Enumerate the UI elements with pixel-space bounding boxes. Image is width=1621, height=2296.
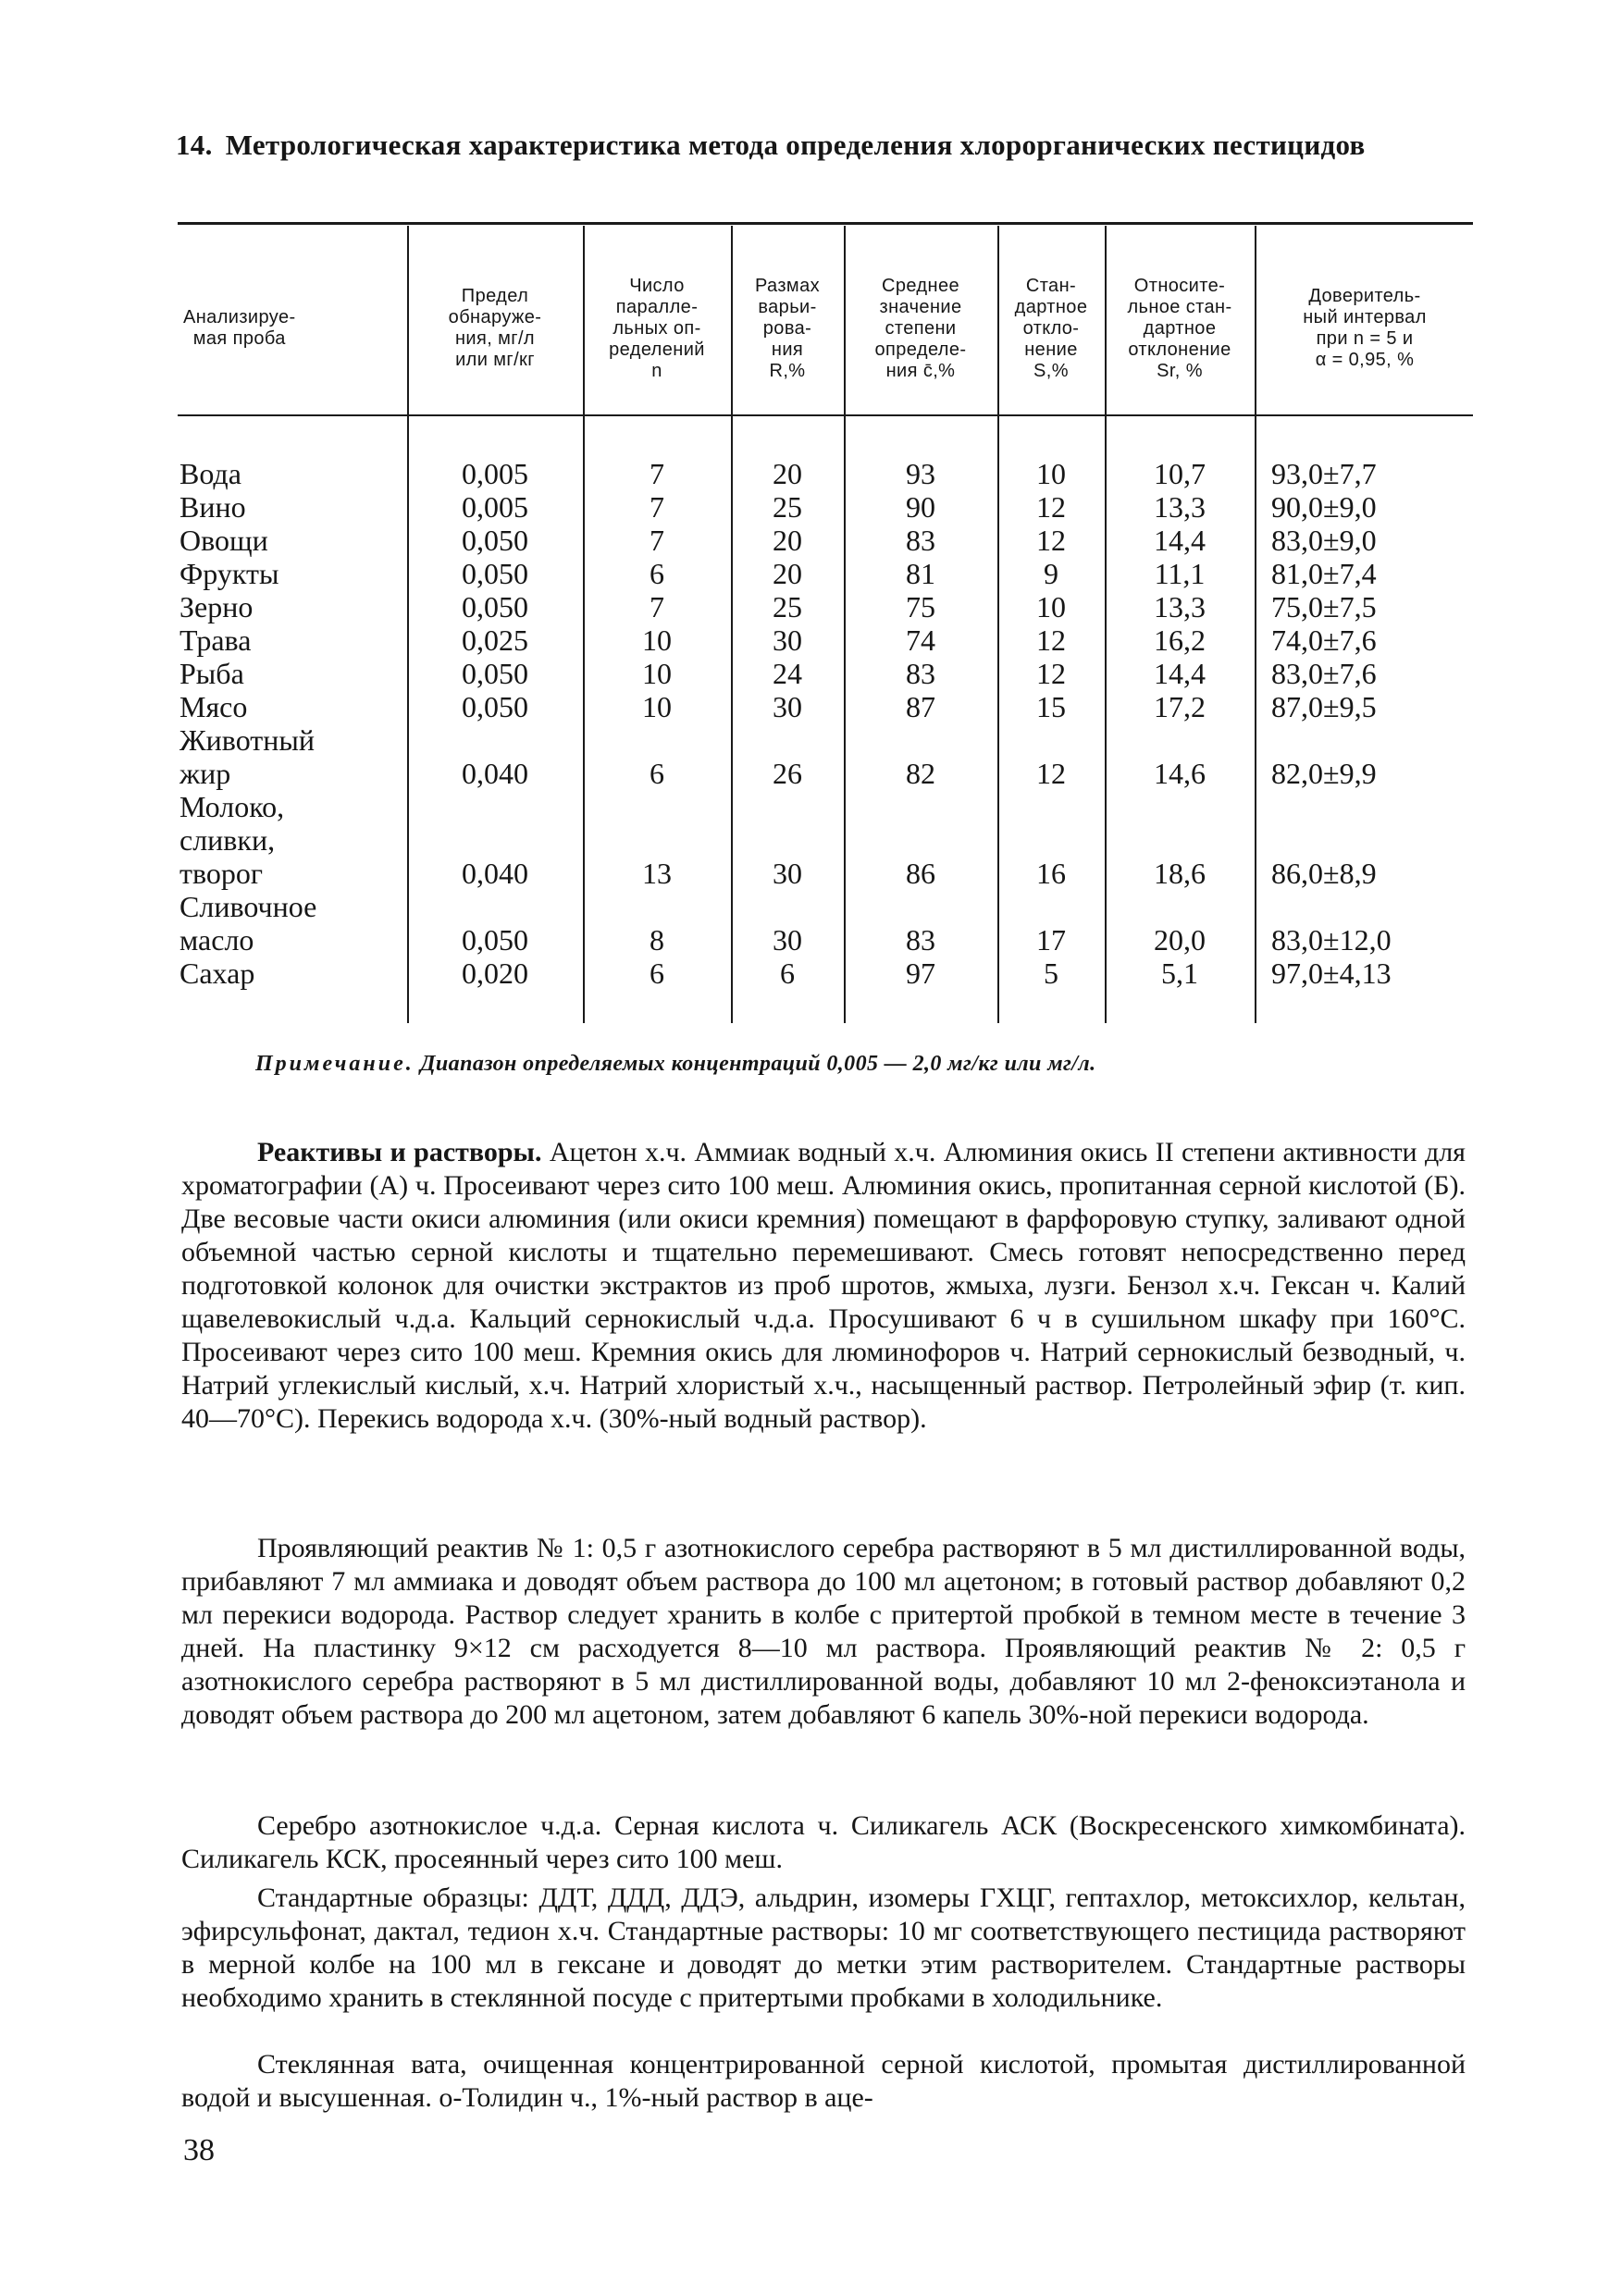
cell-mean: 83 [906, 524, 935, 557]
paragraph-developer [181, 1532, 1466, 1732]
cell-interval: 97,0±4,13 [1271, 957, 1392, 990]
paragraph-text: Стандартные образцы: ДДТ, ДДД, ДДЭ, альдрин, изомеры ГХЦГ, гептахлор, метоксихлор, кельтан, эфирсульфонат, дактал, тедион х.ч. Стандартные растворы: 10 мг соответствующего пестицида растворяют в мерной колбе на 100 мл в гексане и доводят до метки этим растворителем. Стандартные растворы необходимо хранить в стеклянной посуде с притертыми пробками в холодильнике. [181, 1882, 1466, 2013]
cell-n: 8 [650, 923, 664, 957]
cell-mean: 83 [906, 923, 935, 957]
cell-limit: 0,050 [462, 923, 528, 957]
cell-mean: 90 [906, 490, 935, 524]
cell-std: 10 [1036, 590, 1066, 623]
cell-rel-std: 20,0 [1154, 923, 1206, 957]
paragraph-text: Серебро азотнокислое ч.д.а. Серная кислота ч. Силикагель АСК (Воскресенского химкомбината). Силикагель КСК, просеянный через сито 100 меш. [181, 1810, 1466, 1874]
cell-range: 6 [780, 957, 795, 990]
cell-sample: Фрукты [179, 557, 279, 590]
table-header-rule [178, 414, 1473, 416]
header-parallel-count: Число паралле- льных оп- ределений n [609, 275, 705, 381]
cell-n: 7 [650, 457, 664, 490]
cell-rel-std: 13,3 [1154, 490, 1206, 524]
cell-rel-std: 13,3 [1154, 590, 1206, 623]
cell-mean: 81 [906, 557, 935, 590]
header-rel-std-deviation: Относите- льное стан- дартное отклонение Sr, % [1127, 275, 1232, 381]
paragraph-text: Ацетон х.ч. Аммиак водный х.ч. Алюминия окись II степени активности для хроматографии (А) ч. Просеивают через сито 100 меш. Алюминия окись, пропитанная серной кислотой (Б). Две весовые части окиси алюминия (или окиси кремния) помещают в фарфоровую ступку, заливают одной объемной частью серной кислоты и тщательно перемешивают. Смесь готовят непосредственно перед подготовкой колонок для очистки экстрактов из проб шротов, жмыха, лузги. Бензол х.ч. Гексан ч. Калий щавелевокислый ч.д.а. Кальций сернокислый ч.д.а. Просушивают 6 ч в сушильном шкафу при 160°С. Просеивают через сито 100 меш. Кремния окись для люминофоров ч. Натрий сернокислый безводный, ч. Натрий углекислый кислый, х.ч. Натрий хлористый х.ч., насыщенный раствор. Петролейный эфир (т. кип. 40—70°С). Перекись водорода х.ч. (30%-ный водный раствор). [181, 1137, 1466, 1434]
cell-range: 26 [773, 757, 802, 790]
cell-sample: Молоко, сливки, творог [179, 790, 285, 890]
paragraph-text: Проявляющий реактив № 1: 0,5 г азотнокислого серебра растворяют в 5 мл дистиллированной воды, прибавляют 7 мл аммиака и доводят объем раствора до 100 мл ацетоном; в готовый раствор добавляют 0,2 мл перекиси водорода. Раствор следует хранить в колбе с притертой пробкой в темном месте в течение 3 дней. На пластинку 9×12 см расходуется 8—10 мл раствора. Проявляющий реактив № 2: 0,5 г азотнокислого серебра растворяют в 5 мл дистиллированной воды, добавляют 10 мл 2-феноксиэтанола и доводят объем раствора до 200 мл ацетоном, затем добавляют 6 капель 30%-ной перекиси водорода. [181, 1533, 1466, 1730]
cell-std: 12 [1036, 757, 1066, 790]
cell-limit: 0,050 [462, 657, 528, 690]
cell-range: 25 [773, 490, 802, 524]
cell-std: 12 [1036, 657, 1066, 690]
cell-range: 30 [773, 857, 802, 890]
cell-range: 20 [773, 524, 802, 557]
cell-range: 30 [773, 623, 802, 657]
cell-rel-std: 10,7 [1154, 457, 1206, 490]
cell-limit: 0,020 [462, 957, 528, 990]
note-lead: Примечание. [255, 1052, 415, 1076]
cell-n: 6 [650, 957, 664, 990]
cell-rel-std: 5,1 [1161, 957, 1198, 990]
table-title: Метрологическая характеристика метода определения хлорорганических пестицидов [225, 129, 1366, 161]
cell-limit: 0,025 [462, 623, 528, 657]
cell-range: 20 [773, 557, 802, 590]
table-number: 14. [176, 129, 213, 161]
cell-std: 15 [1036, 690, 1066, 723]
cell-rel-std: 11,1 [1154, 557, 1206, 590]
cell-interval: 90,0±9,0 [1271, 490, 1377, 524]
cell-std: 17 [1036, 923, 1066, 957]
cell-sample: Овощи [179, 524, 268, 557]
header-detection-limit: Предел обнаруже- ния, мг/л или мг/кг [448, 286, 542, 370]
cell-rel-std: 17,2 [1154, 690, 1206, 723]
cell-n: 10 [642, 690, 672, 723]
cell-interval: 86,0±8,9 [1271, 857, 1377, 890]
cell-interval: 87,0±9,5 [1271, 690, 1377, 723]
cell-std: 12 [1036, 623, 1066, 657]
cell-interval: 82,0±9,9 [1271, 757, 1377, 790]
cell-n: 10 [642, 657, 672, 690]
cell-mean: 82 [906, 757, 935, 790]
cell-std: 12 [1036, 490, 1066, 524]
paragraph-silver [181, 1809, 1466, 1876]
cell-limit: 0,005 [462, 490, 528, 524]
cell-std: 5 [1044, 957, 1058, 990]
cell-interval: 83,0±7,6 [1271, 657, 1377, 690]
cell-sample: Сахар [179, 957, 255, 990]
cell-sample: Трава [179, 623, 252, 657]
cell-limit: 0,005 [462, 457, 528, 490]
cell-sample: Зерно [179, 590, 254, 623]
cell-limit: 0,050 [462, 590, 528, 623]
paragraph-text: Стеклянная вата, очищенная концентрированной серной кислотой, промытая дистиллированной водой и высушенная. о-Толидин ч., 1%-ный раствор в аце- [181, 2049, 1466, 2113]
cell-rel-std: 14,6 [1154, 757, 1206, 790]
cell-limit: 0,050 [462, 524, 528, 557]
page-number: 38 [183, 2133, 215, 2167]
paragraph-glasswool [181, 2048, 1466, 2115]
cell-rel-std: 18,6 [1154, 857, 1206, 890]
cell-std: 16 [1036, 857, 1066, 890]
cell-interval: 83,0±12,0 [1271, 923, 1392, 957]
cell-rel-std: 14,4 [1154, 657, 1206, 690]
cell-range: 20 [773, 457, 802, 490]
table-top-rule [178, 222, 1473, 225]
cell-sample: Вино [179, 490, 246, 524]
cell-n: 10 [642, 623, 672, 657]
cell-mean: 87 [906, 690, 935, 723]
header-confidence-interval: Доверитель- ный интервал при n = 5 и α = 0,95, % [1303, 286, 1427, 370]
cell-limit: 0,050 [462, 690, 528, 723]
cell-interval: 74,0±7,6 [1271, 623, 1377, 657]
cell-n: 13 [642, 857, 672, 890]
header-mean-recovery: Среднее значение степени определе- ния c̄,% [874, 275, 967, 381]
cell-std: 12 [1036, 524, 1066, 557]
cell-limit: 0,040 [462, 757, 528, 790]
cell-range: 30 [773, 923, 802, 957]
cell-mean: 75 [906, 590, 935, 623]
cell-mean: 83 [906, 657, 935, 690]
header-variation-range: Размах варьи- рова- ния R,% [754, 275, 821, 381]
section-heading: Реактивы и растворы. [257, 1137, 542, 1167]
cell-rel-std: 16,2 [1154, 623, 1206, 657]
cell-mean: 86 [906, 857, 935, 890]
cell-range: 30 [773, 690, 802, 723]
cell-n: 6 [650, 557, 664, 590]
header-sample: Анализируе- мая проба [183, 307, 296, 349]
table-note [255, 1052, 1458, 1077]
cell-interval: 83,0±9,0 [1271, 524, 1377, 557]
note-text: Диапазон определяемых концентраций 0,005 — 2,0 мг/кг или мг/л. [420, 1052, 1096, 1076]
cell-sample: Мясо [179, 690, 248, 723]
paragraph-standards [181, 1882, 1466, 2015]
table-caption [176, 128, 1471, 163]
cell-n: 7 [650, 490, 664, 524]
cell-interval: 93,0±7,7 [1271, 457, 1377, 490]
cell-mean: 93 [906, 457, 935, 490]
cell-mean: 74 [906, 623, 935, 657]
cell-n: 7 [650, 524, 664, 557]
header-std-deviation: Стан- дартное отклo- нение S,% [1014, 275, 1088, 381]
cell-std: 9 [1044, 557, 1058, 590]
cell-sample: Животный жир [179, 723, 315, 790]
paragraph-reagents [181, 1136, 1466, 1436]
cell-interval: 81,0±7,4 [1271, 557, 1377, 590]
cell-range: 25 [773, 590, 802, 623]
column-divider [1255, 226, 1256, 1023]
cell-mean: 97 [906, 957, 935, 990]
cell-std: 10 [1036, 457, 1066, 490]
cell-limit: 0,050 [462, 557, 528, 590]
cell-interval: 75,0±7,5 [1271, 590, 1377, 623]
cell-sample: Вода [179, 457, 241, 490]
cell-range: 24 [773, 657, 802, 690]
cell-sample: Сливочное масло [179, 890, 317, 957]
cell-n: 6 [650, 757, 664, 790]
cell-rel-std: 14,4 [1154, 524, 1206, 557]
cell-n: 7 [650, 590, 664, 623]
cell-limit: 0,040 [462, 857, 528, 890]
cell-sample: Рыба [179, 657, 244, 690]
